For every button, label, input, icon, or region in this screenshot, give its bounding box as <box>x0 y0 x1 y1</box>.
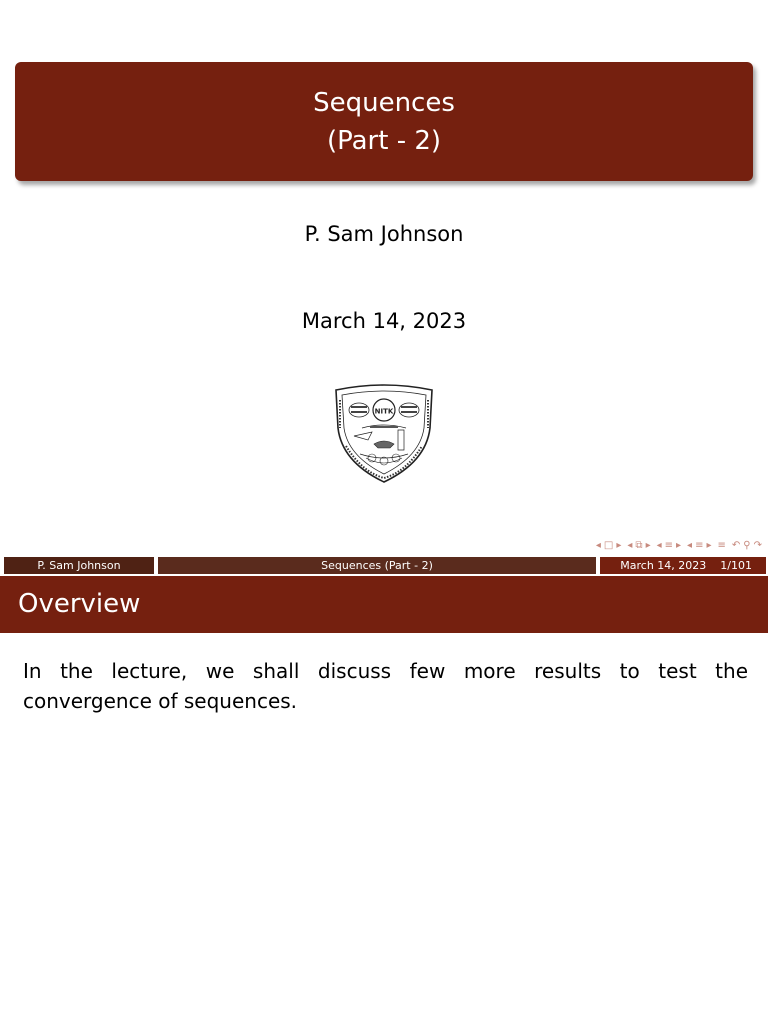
title-block <box>15 62 753 181</box>
footline <box>4 557 766 574</box>
nav-search-group <box>732 540 762 551</box>
frame-title: Overview <box>18 589 141 619</box>
beamer-navigation <box>596 538 762 552</box>
footer-date: March 14, 2023 <box>620 559 707 572</box>
nav-left-arrow-icon[interactable]: ◂ <box>627 539 633 551</box>
nav-subsection-icon[interactable]: ⧉ <box>635 539 643 551</box>
nav-section-icon[interactable]: ≡ <box>664 539 674 551</box>
nav-left-arrow-icon[interactable]: ◂ <box>687 539 693 551</box>
nav-right-arrow-icon[interactable]: ▸ <box>616 539 622 551</box>
nav-left-arrow-icon[interactable]: ◂ <box>656 539 662 551</box>
nav-frame-group <box>596 540 622 551</box>
presentation-title: Sequences <box>313 87 455 118</box>
nav-left-arrow-icon[interactable]: ◂ <box>595 539 601 551</box>
nav-appendix-group <box>718 540 726 551</box>
nav-forward-icon[interactable]: ↷ <box>753 539 762 551</box>
nav-document-group <box>687 540 711 551</box>
nav-search-icon[interactable]: ⚲ <box>743 539 751 551</box>
presentation-date: March 14, 2023 <box>301 309 467 333</box>
nav-document-icon[interactable]: ≡ <box>695 539 704 551</box>
nav-frame-icon[interactable]: □ <box>603 539 614 551</box>
footer-author: P. Sam Johnson <box>4 557 154 574</box>
svg-text:NITK: NITK <box>374 407 394 416</box>
footer-date-page <box>600 557 766 574</box>
footer-title: Sequences (Part - 2) <box>158 557 596 574</box>
nav-back-icon[interactable]: ↶ <box>731 539 741 551</box>
nav-section-group <box>657 540 681 551</box>
footer-page-number: 1/101 <box>720 559 752 572</box>
overview-text: In the lecture, we shall discuss few more results to test the convergence of sequences. <box>23 659 748 713</box>
nav-appendix-icon[interactable]: ≡ <box>717 539 726 551</box>
institute-seal-logo <box>332 384 436 484</box>
nav-right-arrow-icon[interactable]: ▸ <box>706 539 712 551</box>
presentation-subtitle: (Part - 2) <box>326 125 442 156</box>
nav-right-arrow-icon[interactable]: ▸ <box>676 539 682 551</box>
frame-title-bar <box>0 576 768 633</box>
author-name: P. Sam Johnson <box>304 222 464 246</box>
nav-subsection-group <box>627 540 650 551</box>
nav-right-arrow-icon[interactable]: ▸ <box>645 539 651 551</box>
overview-slide <box>0 576 768 1024</box>
